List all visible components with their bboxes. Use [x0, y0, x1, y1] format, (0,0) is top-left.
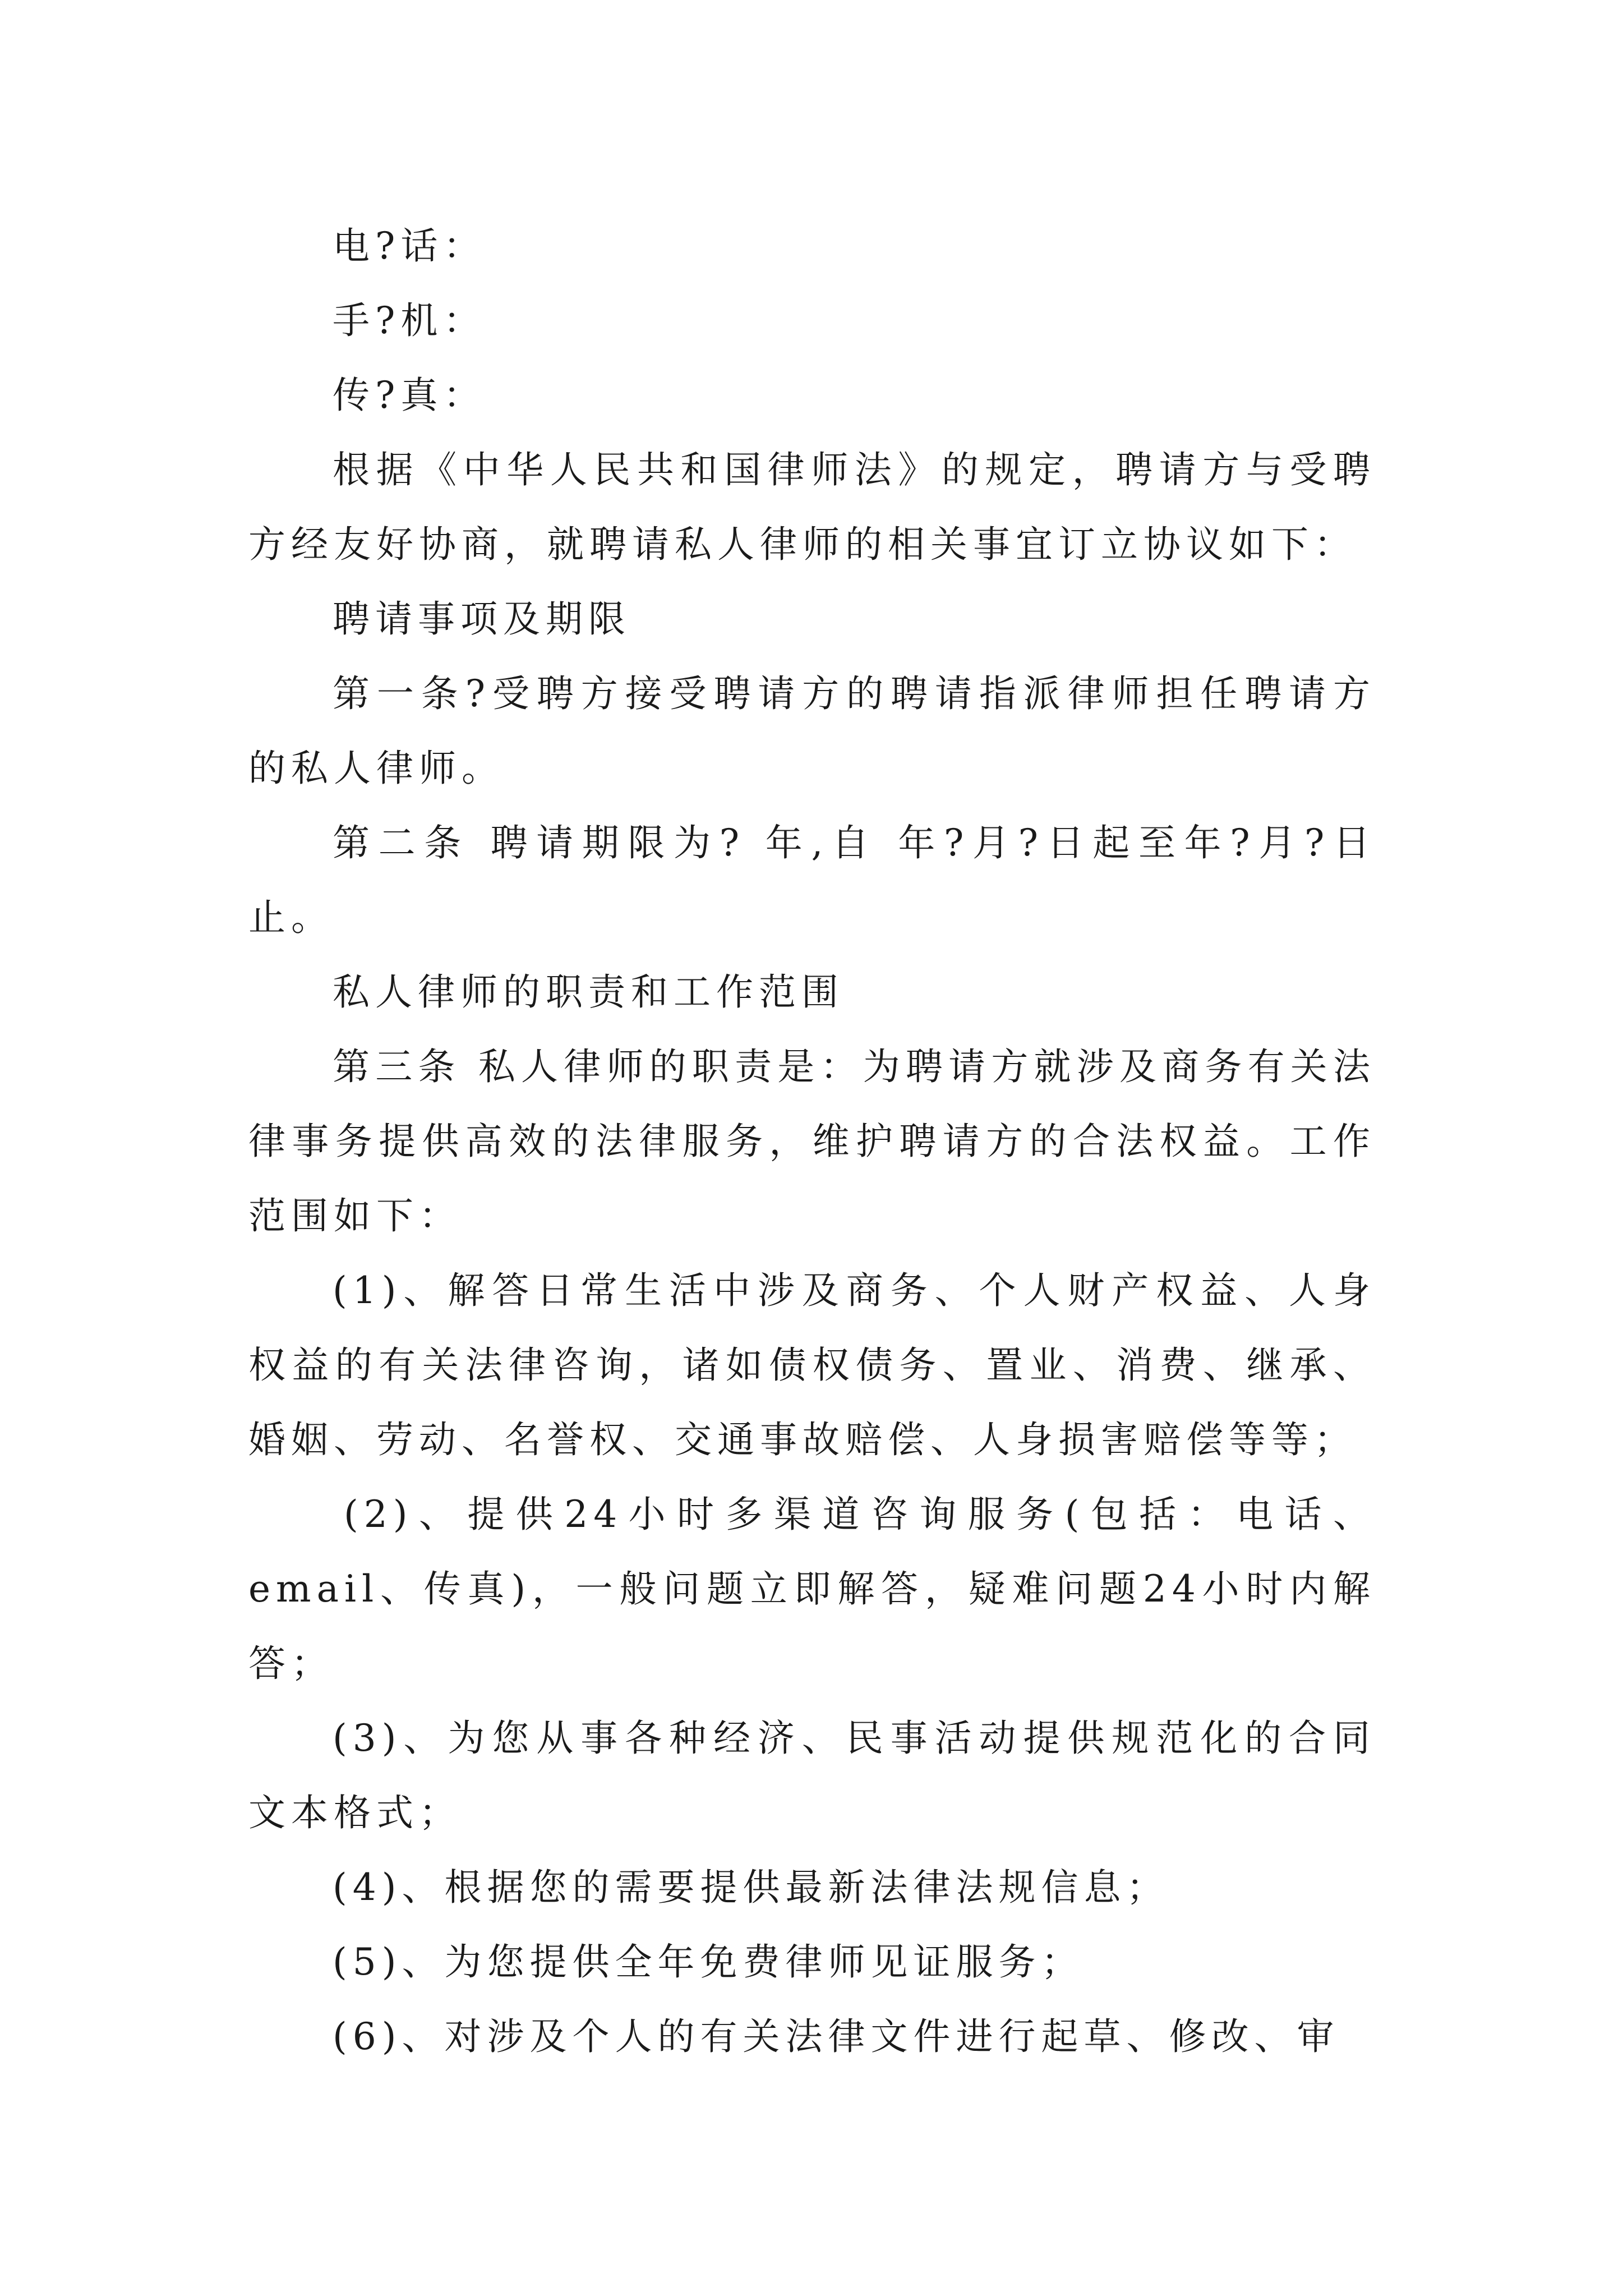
list-item-2: (2)、提供24小时多渠道咨询服务(包括：电话、email、传真)，一般问题立即解答，疑难问题24小时内解答； [248, 1493, 1376, 1685]
document-body [248, 209, 1376, 2074]
list-item-4: (4)、根据您的需要提供最新法律法规信息； [333, 1866, 1169, 1909]
preamble-paragraph: 根据《中华人民共和国律师法》的规定，聘请方与受聘方经友好协商，就聘请私人律师的相关事宜订立协议如下： [248, 448, 1376, 566]
phone-line: 电?话： [333, 224, 486, 268]
list-item-1: (1)、解答日常生活中涉及商务、个人财产权益、人身权益的有关法律咨询，诸如债权债务、置业、消费、继承、婚姻、劳动、名誉权、交通事故赔偿、人身损害赔偿等等； [248, 1269, 1376, 1461]
fax-line: 传?真： [333, 374, 486, 417]
article-1: 第一条?受聘方接受聘请方的聘请指派律师担任聘请方的私人律师。 [248, 672, 1376, 790]
section-heading-duties: 私人律师的职责和工作范围 [333, 970, 844, 1014]
mobile-line: 手?机： [333, 299, 486, 342]
list-item-3: (3)、为您从事各种经济、民事活动提供规范化的合同文本格式； [248, 1717, 1376, 1834]
article-3: 第三条 私人律师的职责是：为聘请方就涉及商务有关法律事务提供高效的法律服务，维护聘请方的合法权益。工作范围如下： [248, 1045, 1376, 1237]
list-item-5: (5)、为您提供全年免费律师见证服务； [333, 1940, 1084, 1984]
article-2: 第二条 聘请期限为? 年,自 年?月?日起至年?月?日止。 [248, 821, 1376, 939]
list-item-6: (6)、对涉及个人的有关法律文件进行起草、修改、审 [333, 2015, 1340, 2058]
section-heading-engagement: 聘请事项及期限 [333, 597, 631, 641]
